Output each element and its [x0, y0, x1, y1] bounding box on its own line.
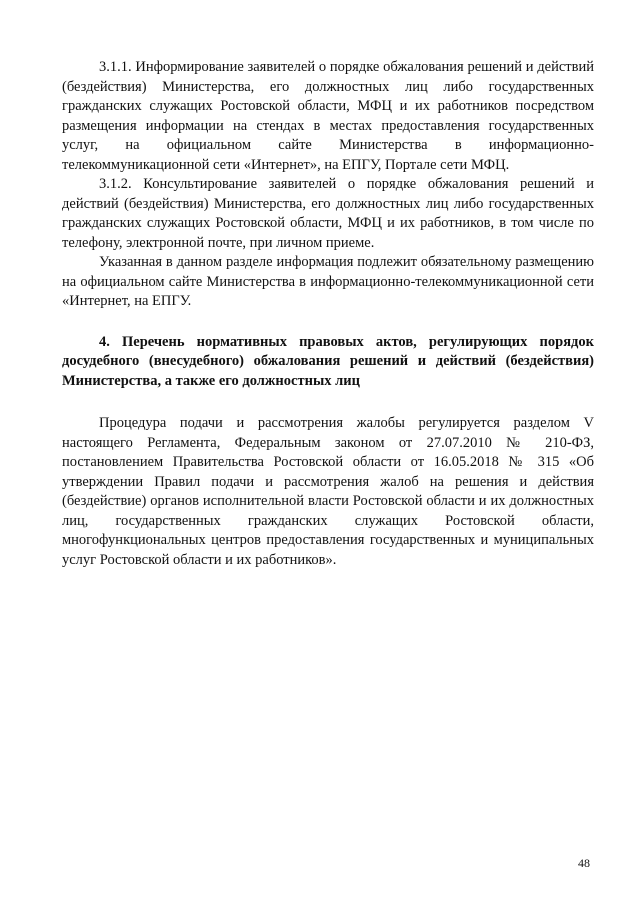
document-body	[62, 58, 594, 570]
paragraph-3-1-2: 3.1.2. Консультирование заявителей о порядке обжалования решений и действий (бездействия) Министерства, его должностных лиц либо государственных гражданских служащих Ростовской области, МФЦ и их работников, в том числе по телефону, электронной почте, при личном приеме.	[62, 176, 594, 251]
page-number: 48	[578, 856, 590, 870]
paragraph-procedure: Процедура подачи и рассмотрения жалобы регулируется разделом V настоящего Регламента, Федеральным законом от 27.07.2010 № 210-ФЗ, постановлением Правительства Ростовской области от 16.05.2018 № 315 «Об утверждении Правил подачи и рассмотрения жалоб на решения и действия (бездействие) органов исполнительной власти Ростовской области и их должностных лиц, государственных гражданских служащих Ростовской области, многофункциональных центров предоставления государственных и муниципальных услуг Ростовской области и их работников».	[62, 415, 594, 568]
paragraph-3-1-1: 3.1.1. Информирование заявителей о порядке обжалования решений и действий (бездействия) Министерства, его должностных лиц либо государственных гражданских служащих Ростовской области, МФЦ и их работников посредством размещения информации на стендах в местах предоставления государственных услуг, на официальном сайте Министерства в информационно-телекоммуникационной сети «Интернет», на ЕПГУ, Портале сети МФЦ.	[62, 59, 594, 173]
section-4-heading: 4. Перечень нормативных правовых актов, регулирующих порядок досудебного (внесудебного) обжалования решений и действий (бездействия) Министерства, а также его должностных лиц	[62, 333, 594, 389]
paragraph-info-placement: Указанная в данном разделе информация подлежит обязательному размещению на официальном сайте Министерства в информационно-телекоммуникационной сети «Интернет, на ЕПГУ.	[62, 254, 594, 309]
